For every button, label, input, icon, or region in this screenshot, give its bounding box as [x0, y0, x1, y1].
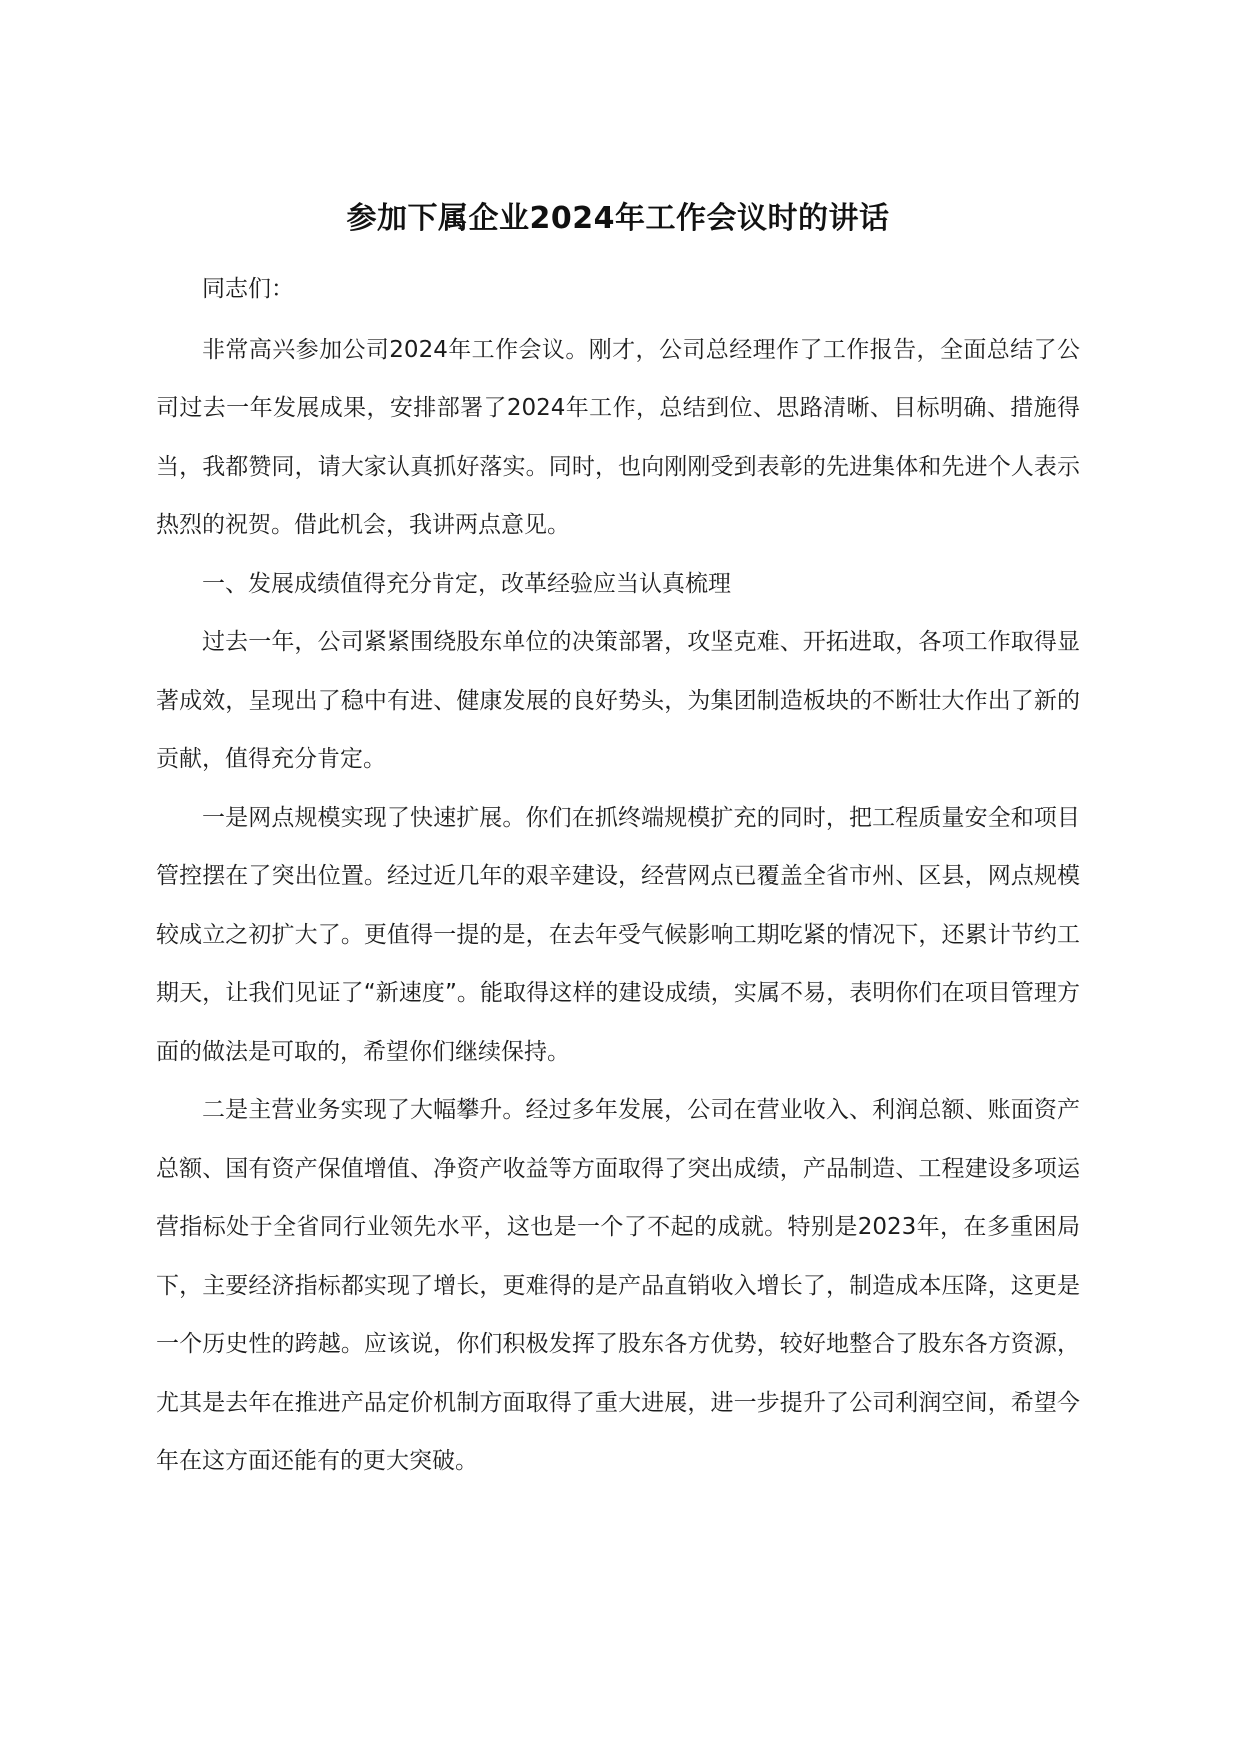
salutation: 同志们： [202, 276, 294, 302]
paragraph-main-business: 二是主营业务实现了大幅攀升。经过多年发展，公司在营业收入、利润总额、账面资产总额、国有资产保值增值、净资产收益等方面取得了突出成绩，产品制造、工程建设多项运营指标处于全省同行业领先水平，这也是一个了不起的成就。特别是2023年，在多重困局下，主要经济指标都实现了增长，更难得的是产品直销收入增长了，制造成本压降，这更是一个历史性的跨越。应该说，你们积极发挥了股东各方优势，较好地整合了股东各方资源，尤其是去年在推进产品定价机制方面取得了重大进展，进一步提升了公司利润空间，希望今年在这方面还能有的更大突破。 [156, 1097, 1080, 1474]
document-body [156, 196, 1080, 1491]
paragraph-opening: 非常高兴参加公司2024年工作会议。刚才，公司总经理作了工作报告，全面总结了公司过去一年发展成果，安排部署了2024年工作，总结到位、思路清晰、目标明确、措施得当，我都赞同，请大家认真抓好落实。同时，也向刚刚受到表彰的先进集体和先进个人表示热烈的祝贺。借此机会，我讲两点意见。 [156, 336, 1080, 538]
paragraph-network-expansion: 一是网点规模实现了快速扩展。你们在抓终端规模扩充的同时，把工程质量安全和项目管控摆在了突出位置。经过近几年的艰辛建设，经营网点已覆盖全省市州、区县，网点规模较成立之初扩大了。更值得一提的是，在去年受气候影响工期吃紧的情况下，还累计节约工期天，让我们见证了“新速度”。能取得这样的建设成绩，实属不易，表明你们在项目管理方面的做法是可取的，希望你们继续保持。 [156, 804, 1080, 1065]
document-title: 参加下属企业2024年工作会议时的讲话 [346, 201, 890, 236]
section-heading-one: 一、发展成绩值得充分肯定，改革经验应当认真梳理 [202, 570, 731, 597]
paragraph-achievements: 过去一年，公司紧紧围绕股东单位的决策部署，攻坚克难、开拓进取，各项工作取得显著成效，呈现出了稳中有进、健康发展的良好势头，为集团制造板块的不断壮大作出了新的贡献，值得充分肯定。 [156, 629, 1080, 772]
